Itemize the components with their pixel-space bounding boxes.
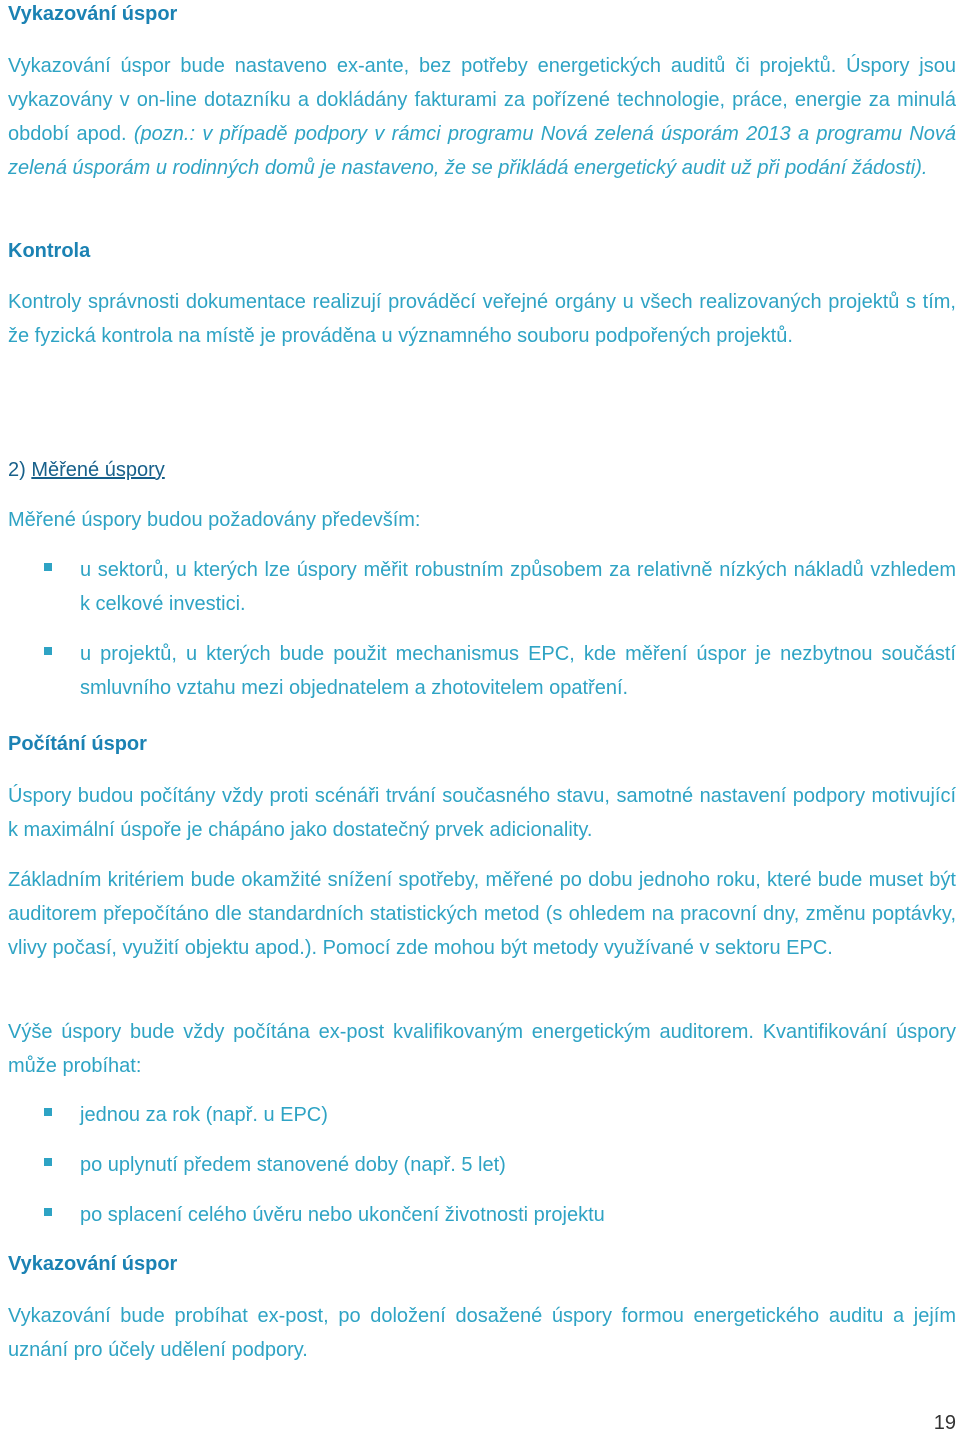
square-bullet-icon: [44, 563, 52, 571]
list-item: [8, 1198, 956, 1232]
paragraph-pocitani-2: Základním kritériem bude okamžité snížení spotřeby, měřené po dobu jednoho roku, které bude muset být auditorem přepočítáno dle standardních statistických metod (s ohledem na pracovní dny, změnu poptávky, vlivy počasí, využití objektu apod.). Pomocí zde mohou být metody využívané v sektoru EPC.: [8, 869, 956, 959]
list-item-text: jednou za rok (např. u EPC): [80, 1104, 328, 1126]
list-item: [8, 1098, 956, 1132]
square-bullet-icon: [44, 647, 52, 655]
paragraph-note-italic: (pozn.: v případě podpory v rámci programu Nová zelená úsporám 2013 a programu Nová zelená úsporám u rodinných domů je nastaveno, že se přikládá energetický audit už při podání žádosti).: [8, 123, 956, 179]
paragraph-vykazovani-ex-post: Vykazování bude probíhat ex-post, po doložení dosažené úspory formou energetického auditu a jejím uznání pro účely udělení podpory.: [8, 1305, 956, 1361]
list-item-text: u sektorů, u kterých lze úspory měřit robustním způsobem za relativně nízkých nákladů vzhledem k celkové investici.: [80, 559, 956, 615]
list-item: [8, 553, 956, 621]
paragraph-vykazovani-ex-ante: [8, 49, 956, 185]
heading-vykazovani-uspor: Vykazování úspor: [8, 3, 178, 25]
paragraph-pocitani-1: Úspory budou počítány vždy proti scénáři trvání současného stavu, samotné nastavení podpory motivující k maximální úspoře je chápáno jako dostatečný prvek adicionality.: [8, 785, 956, 841]
paragraph-pocitani-3: Výše úspory bude vždy počítána ex-post kvalifikovaným energetickým auditorem. Kvantifikování úspory může probíhat:: [8, 1021, 956, 1077]
square-bullet-icon: [44, 1208, 52, 1216]
paragraph-text: Vykazování úspor bude nastaveno ex-ante, bez potřeby energetických auditů či projektů. Úspory jsou vykazovány v on-line dotazníku a dokládány fakturami za pořízené technologie, práce, energie za minulá období apod.: [8, 55, 956, 145]
heading-pocitani-uspor: Počítání úspor: [8, 733, 147, 755]
square-bullet-icon: [44, 1108, 52, 1116]
square-bullet-icon: [44, 1158, 52, 1166]
list-item-text: po splacení celého úvěru nebo ukončení životnosti projektu: [80, 1204, 605, 1226]
paragraph-merene-intro: Měřené úspory budou požadovány především:: [8, 509, 421, 531]
list-item-text: u projektů, u kterých bude použit mechanismus EPC, kde měření úspor je nezbytnou součástí smluvního vztahu mezi objednatelem a zhotovitelem opatření.: [80, 643, 956, 699]
heading-vykazovani-uspor-2: Vykazování úspor: [8, 1253, 178, 1275]
heading-kontrola: Kontrola: [8, 240, 91, 262]
page-number: 19: [933, 1412, 956, 1434]
bullet-list-kvantifikace: [8, 1098, 956, 1232]
section-title-link: Měřené úspory: [31, 459, 165, 481]
bullet-list-merene: [8, 553, 956, 705]
section-number: 2): [8, 459, 32, 481]
list-item: [8, 1148, 956, 1182]
list-item: [8, 637, 956, 705]
list-item-text: po uplynutí předem stanovené doby (např. 5 let): [80, 1154, 506, 1176]
paragraph-kontrola: Kontroly správnosti dokumentace realizují prováděcí veřejné orgány u všech realizovaných projektů s tím, že fyzická kontrola na místě je prováděna u významného souboru podpořených projektů.: [8, 291, 956, 347]
section-title-merene-uspory: [8, 453, 165, 487]
